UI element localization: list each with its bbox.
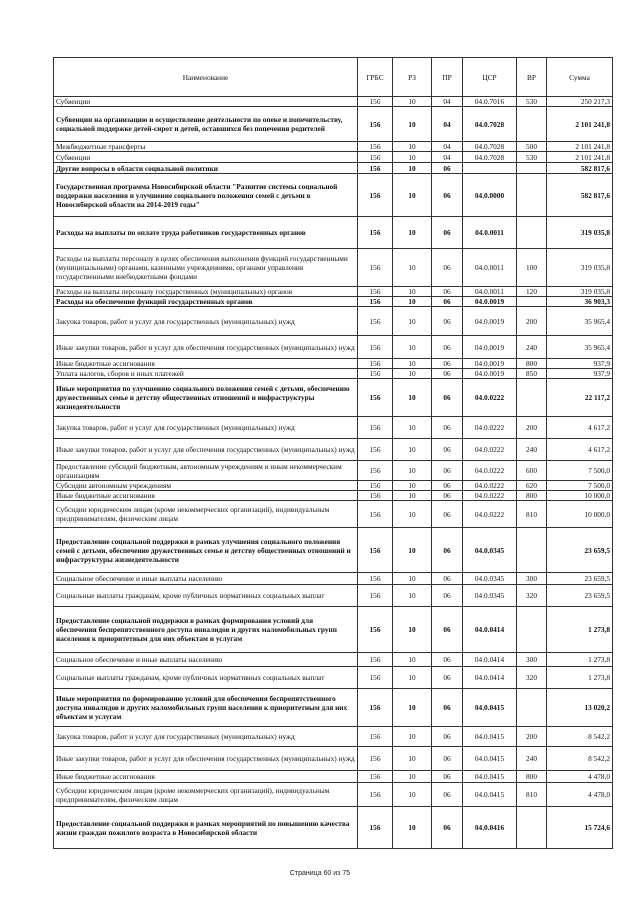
row-vr: 800	[517, 771, 547, 783]
row-pr: 06	[432, 807, 463, 849]
row-grbs: 156	[358, 573, 393, 585]
row-pr: 06	[432, 528, 463, 573]
row-sum: 13 020,2	[547, 689, 613, 727]
row-pr: 06	[432, 667, 463, 689]
row-rz: 10	[393, 771, 432, 783]
row-csr: 04.0.0000	[463, 174, 517, 217]
row-grbs: 156	[358, 152, 393, 163]
row-grbs: 156	[358, 217, 393, 249]
row-grbs: 156	[358, 771, 393, 783]
row-grbs: 156	[358, 439, 393, 461]
row-sum: 4 617,2	[547, 417, 613, 439]
row-name: Предоставление социальной поддержки в рамках улучшения социального положения семей с детьми, обеспечение дружественных семье и детству общественных отношений и инфраструктуры жизнедеятельности	[54, 528, 358, 573]
row-sum: 15 724,6	[547, 807, 613, 849]
row-name: Предоставление социальной поддержки в рамках формирования условий для обеспечения беспрепятственного доступа инвалидов и других маломобильных групп населения к приоритетным для них объектам и услугам	[54, 607, 358, 653]
table-row	[54, 359, 613, 369]
row-sum: 8 542,2	[547, 727, 613, 747]
header-grbs: ГРБС	[358, 58, 393, 97]
row-sum: 582 817,6	[547, 174, 613, 217]
row-rz: 10	[393, 97, 432, 107]
row-rz: 10	[393, 501, 432, 528]
row-rz: 10	[393, 573, 432, 585]
row-sum: 582 817,6	[547, 163, 613, 174]
row-grbs: 156	[358, 783, 393, 807]
row-grbs: 156	[358, 142, 393, 152]
row-vr: 320	[517, 585, 547, 607]
row-rz: 10	[393, 174, 432, 217]
header-csr: ЦСР	[463, 58, 517, 97]
row-rz: 10	[393, 491, 432, 501]
row-sum: 35 965,4	[547, 336, 613, 359]
row-pr: 06	[432, 174, 463, 217]
row-rz: 10	[393, 747, 432, 771]
row-vr: 810	[517, 501, 547, 528]
row-csr: 04.0.7028	[463, 152, 517, 163]
row-rz: 10	[393, 607, 432, 653]
table-row	[54, 667, 613, 689]
row-csr: 04.0.0414	[463, 607, 517, 653]
row-csr: 04.0.0345	[463, 585, 517, 607]
row-pr: 06	[432, 163, 463, 174]
row-csr: 04.0.0415	[463, 783, 517, 807]
row-vr: 620	[517, 481, 547, 491]
row-grbs: 156	[358, 97, 393, 107]
row-csr: 04.0.0345	[463, 528, 517, 573]
row-csr: 04.0.0011	[463, 249, 517, 287]
row-rz: 10	[393, 667, 432, 689]
row-name: Закупка товаров, работ и услуг для государственных (муниципальных) нужд	[54, 307, 358, 336]
row-vr: 240	[517, 439, 547, 461]
row-rz: 10	[393, 163, 432, 174]
table-row	[54, 807, 613, 849]
row-grbs: 156	[358, 689, 393, 727]
row-csr: 04.0.0222	[463, 491, 517, 501]
row-name: Субвенции	[54, 97, 358, 107]
row-grbs: 156	[358, 379, 393, 417]
table-row	[54, 336, 613, 359]
row-pr: 06	[432, 307, 463, 336]
row-rz: 10	[393, 585, 432, 607]
row-vr: 300	[517, 653, 547, 667]
header-pr: ПР	[432, 58, 463, 97]
row-csr: 04.0.0222	[463, 379, 517, 417]
row-pr: 06	[432, 369, 463, 379]
table-row	[54, 297, 613, 307]
table-row	[54, 653, 613, 667]
row-sum: 2 101 241,8	[547, 152, 613, 163]
row-csr: 04.0.0415	[463, 689, 517, 727]
row-sum: 250 217,3	[547, 97, 613, 107]
row-name: Иные бюджетные ассигнования	[54, 491, 358, 501]
row-vr: 240	[517, 747, 547, 771]
row-csr: 04.0.0019	[463, 307, 517, 336]
table-row	[54, 771, 613, 783]
row-pr: 06	[432, 573, 463, 585]
row-pr: 06	[432, 607, 463, 653]
row-rz: 10	[393, 653, 432, 667]
row-csr	[463, 163, 517, 174]
row-sum: 8 542,2	[547, 747, 613, 771]
row-grbs: 156	[358, 727, 393, 747]
row-vr	[517, 379, 547, 417]
row-sum: 36 903,3	[547, 297, 613, 307]
row-grbs: 156	[358, 585, 393, 607]
row-name: Иные мероприятия по формированию условий для обеспечения беспрепятственного доступа инвалидов и других маломобильных групп населения к приоритетным для них объектам и услугам	[54, 689, 358, 727]
row-sum: 319 035,8	[547, 217, 613, 249]
row-grbs: 156	[358, 417, 393, 439]
row-rz: 10	[393, 297, 432, 307]
row-csr: 04.0.0414	[463, 667, 517, 689]
row-csr: 04.0.0019	[463, 359, 517, 369]
table-header-row	[54, 58, 613, 97]
row-sum: 4 478,0	[547, 783, 613, 807]
row-csr: 04.0.0011	[463, 217, 517, 249]
row-grbs: 156	[358, 501, 393, 528]
row-rz: 10	[393, 307, 432, 336]
row-vr	[517, 607, 547, 653]
table-row	[54, 607, 613, 653]
row-csr: 04.0.0222	[463, 481, 517, 491]
row-csr: 04.0.0345	[463, 573, 517, 585]
row-rz: 10	[393, 359, 432, 369]
row-rz: 10	[393, 417, 432, 439]
row-csr: 04.0.7016	[463, 97, 517, 107]
row-vr: 200	[517, 417, 547, 439]
row-grbs: 156	[358, 667, 393, 689]
row-sum: 23 659,5	[547, 528, 613, 573]
row-csr: 04.0.0222	[463, 461, 517, 481]
row-rz: 10	[393, 528, 432, 573]
row-vr: 530	[517, 152, 547, 163]
row-name: Предоставление социальной поддержки в рамках мероприятий по повышению качества жизни граждан пожилого возраста в Новосибирской области	[54, 807, 358, 849]
row-pr: 06	[432, 359, 463, 369]
row-name: Расходы на выплаты персоналу государственных (муниципальных) органов	[54, 287, 358, 297]
row-name: Иные закупки товаров, работ и услуг для обеспечения государственных (муниципальных) нужд	[54, 439, 358, 461]
row-rz: 10	[393, 152, 432, 163]
row-name: Уплата налогов, сборов и иных платежей	[54, 369, 358, 379]
table-row	[54, 573, 613, 585]
row-csr: 04.0.0414	[463, 653, 517, 667]
row-pr: 06	[432, 783, 463, 807]
row-sum: 1 273,8	[547, 667, 613, 689]
row-pr: 06	[432, 689, 463, 727]
row-vr: 200	[517, 307, 547, 336]
row-grbs: 156	[358, 107, 393, 142]
table-row	[54, 307, 613, 336]
row-rz: 10	[393, 369, 432, 379]
row-sum: 4 478,0	[547, 771, 613, 783]
row-rz: 10	[393, 287, 432, 297]
table-row	[54, 481, 613, 491]
table-row	[54, 163, 613, 174]
table-row	[54, 369, 613, 379]
row-grbs: 156	[358, 163, 393, 174]
row-rz: 10	[393, 481, 432, 491]
table-row	[54, 174, 613, 217]
header-rz: РЗ	[393, 58, 432, 97]
row-pr: 04	[432, 152, 463, 163]
row-name: Субсидии юридическим лицам (кроме некоммерческих организаций), индивидуальным предпринимателям, физическим лицам	[54, 783, 358, 807]
row-pr: 06	[432, 653, 463, 667]
row-grbs: 156	[358, 336, 393, 359]
table-row	[54, 417, 613, 439]
row-csr: 04.0.7028	[463, 142, 517, 152]
row-name: Иные закупки товаров, работ и услуг для обеспечения государственных (муниципальных) нужд	[54, 336, 358, 359]
row-grbs: 156	[358, 287, 393, 297]
row-csr: 04.0.0019	[463, 369, 517, 379]
row-sum: 4 617,2	[547, 439, 613, 461]
row-name: Закупка товаров, работ и услуг для государственных (муниципальных) нужд	[54, 727, 358, 747]
row-rz: 10	[393, 336, 432, 359]
row-grbs: 156	[358, 528, 393, 573]
row-pr: 06	[432, 461, 463, 481]
row-vr: 800	[517, 359, 547, 369]
row-vr	[517, 528, 547, 573]
table-row	[54, 528, 613, 573]
row-vr: 320	[517, 667, 547, 689]
row-vr: 800	[517, 491, 547, 501]
row-csr: 04.0.0011	[463, 287, 517, 297]
table-row	[54, 491, 613, 501]
table-row	[54, 585, 613, 607]
row-rz: 10	[393, 142, 432, 152]
row-name: Иные бюджетные ассигнования	[54, 771, 358, 783]
row-name: Расходы на обеспечение функций государственных органов	[54, 297, 358, 307]
page-number: Страница 60 из 75	[289, 870, 351, 877]
row-pr: 06	[432, 481, 463, 491]
row-rz: 10	[393, 727, 432, 747]
row-rz: 10	[393, 249, 432, 287]
row-name: Субсидии юридическим лицам (кроме некоммерческих организаций), индивидуальным предпринимателям, физическим лицам	[54, 501, 358, 528]
row-pr: 06	[432, 585, 463, 607]
row-grbs: 156	[358, 297, 393, 307]
table-row	[54, 689, 613, 727]
row-vr: 300	[517, 573, 547, 585]
budget-table	[53, 57, 613, 849]
row-name: Социальные выплаты гражданам, кроме публичных нормативных социальных выплат	[54, 667, 358, 689]
row-grbs: 156	[358, 607, 393, 653]
row-csr: 04.0.0415	[463, 727, 517, 747]
row-pr: 06	[432, 297, 463, 307]
row-vr	[517, 107, 547, 142]
row-grbs: 156	[358, 249, 393, 287]
row-vr: 120	[517, 287, 547, 297]
row-grbs: 156	[358, 481, 393, 491]
row-pr: 06	[432, 747, 463, 771]
row-sum: 23 659,5	[547, 573, 613, 585]
row-grbs: 156	[358, 359, 393, 369]
table-row	[54, 287, 613, 297]
row-sum: 35 965,4	[547, 307, 613, 336]
row-grbs: 156	[358, 307, 393, 336]
table-row	[54, 727, 613, 747]
row-name: Межбюджетные трансферты	[54, 142, 358, 152]
row-name: Социальные выплаты гражданам, кроме публичных нормативных социальных выплат	[54, 585, 358, 607]
row-rz: 10	[393, 217, 432, 249]
row-pr: 06	[432, 379, 463, 417]
table-row	[54, 107, 613, 142]
row-pr: 06	[432, 727, 463, 747]
header-sum: Сумма	[547, 58, 613, 97]
row-vr: 850	[517, 369, 547, 379]
row-rz: 10	[393, 379, 432, 417]
row-sum: 1 273,8	[547, 653, 613, 667]
row-vr: 100	[517, 249, 547, 287]
row-vr: 240	[517, 336, 547, 359]
table-row	[54, 97, 613, 107]
row-sum: 10 000,0	[547, 491, 613, 501]
row-csr: 04.0.0019	[463, 336, 517, 359]
row-grbs: 156	[358, 653, 393, 667]
row-vr: 810	[517, 783, 547, 807]
row-pr: 06	[432, 501, 463, 528]
row-pr: 06	[432, 417, 463, 439]
row-name: Социальное обеспечение и иные выплаты населению	[54, 653, 358, 667]
row-pr: 04	[432, 107, 463, 142]
row-name: Иные закупки товаров, работ и услуг для обеспечения государственных (муниципальных) нужд	[54, 747, 358, 771]
row-pr: 06	[432, 249, 463, 287]
row-name: Субсидии автономным учреждениям	[54, 481, 358, 491]
row-vr: 530	[517, 97, 547, 107]
row-pr: 06	[432, 217, 463, 249]
row-vr	[517, 807, 547, 849]
row-csr: 04.0.0416	[463, 807, 517, 849]
row-sum: 1 273,8	[547, 607, 613, 653]
row-pr: 06	[432, 336, 463, 359]
table-row	[54, 783, 613, 807]
row-grbs: 156	[358, 369, 393, 379]
row-vr: 500	[517, 142, 547, 152]
row-pr: 04	[432, 142, 463, 152]
row-rz: 10	[393, 439, 432, 461]
row-name: Другие вопросы в области социальной политики	[54, 163, 358, 174]
row-name: Государственная программа Новосибирской области "Развитие системы социальной поддержки населения и улучшение социального положения семей с детьми в Новосибирской области на 2014-2019 годы"	[54, 174, 358, 217]
row-name: Расходы на выплаты персоналу в целях обеспечения выполнения функций государственными (муниципальными) органами, казенными учреждениями, органами управления государственными внебюджетными фондами	[54, 249, 358, 287]
row-sum: 319 035,8	[547, 249, 613, 287]
row-pr: 06	[432, 287, 463, 297]
row-rz: 10	[393, 807, 432, 849]
row-grbs: 156	[358, 174, 393, 217]
row-csr: 04.0.0222	[463, 501, 517, 528]
row-name: Расходы на выплаты по оплате труда работников государственных органов	[54, 217, 358, 249]
row-vr: 200	[517, 727, 547, 747]
row-vr: 600	[517, 461, 547, 481]
row-grbs: 156	[358, 461, 393, 481]
row-name: Социальное обеспечение и иные выплаты населению	[54, 573, 358, 585]
row-sum: 10 000,0	[547, 501, 613, 528]
row-sum: 23 659,5	[547, 585, 613, 607]
header-name: Наименование	[54, 58, 358, 97]
row-csr: 04.0.0222	[463, 439, 517, 461]
table-row	[54, 501, 613, 528]
row-csr: 04.0.0019	[463, 297, 517, 307]
row-sum: 7 500,0	[547, 461, 613, 481]
table-row	[54, 142, 613, 152]
row-vr	[517, 174, 547, 217]
row-grbs: 156	[358, 491, 393, 501]
row-csr: 04.0.0222	[463, 417, 517, 439]
table-row	[54, 379, 613, 417]
row-csr: 04.0.0415	[463, 747, 517, 771]
row-name: Иные бюджетные ассигнования	[54, 359, 358, 369]
row-name: Субвенции на организацию и осуществление деятельности по опеке и попечительству, социальной поддержке детей-сирот и детей, оставшихся без попечения родителей	[54, 107, 358, 142]
row-csr: 04.0.0415	[463, 771, 517, 783]
row-rz: 10	[393, 689, 432, 727]
row-sum: 319 035,8	[547, 287, 613, 297]
row-sum: 937,9	[547, 369, 613, 379]
row-sum: 2 101 241,8	[547, 142, 613, 152]
row-pr: 06	[432, 771, 463, 783]
table-row	[54, 439, 613, 461]
row-vr	[517, 163, 547, 174]
row-sum: 22 117,2	[547, 379, 613, 417]
table-row	[54, 249, 613, 287]
header-vr: ВР	[517, 58, 547, 97]
row-vr	[517, 217, 547, 249]
row-name: Закупка товаров, работ и услуг для государственных (муниципальных) нужд	[54, 417, 358, 439]
row-rz: 10	[393, 783, 432, 807]
row-pr: 06	[432, 439, 463, 461]
table-row	[54, 217, 613, 249]
row-name: Иные мероприятия по улучшению социального положения семей с детьми, обеспечению дружественных семье и детству общественных отношений и инфраструктуры жизнедеятельности	[54, 379, 358, 417]
row-vr	[517, 689, 547, 727]
row-rz: 10	[393, 107, 432, 142]
table-row	[54, 747, 613, 771]
row-pr: 04	[432, 97, 463, 107]
row-grbs: 156	[358, 807, 393, 849]
row-sum: 937,9	[547, 359, 613, 369]
row-csr: 04.0.7028	[463, 107, 517, 142]
row-rz: 10	[393, 461, 432, 481]
row-vr	[517, 297, 547, 307]
row-sum: 7 500,0	[547, 481, 613, 491]
row-sum: 2 101 241,8	[547, 107, 613, 142]
table-row	[54, 461, 613, 481]
table-row	[54, 152, 613, 163]
row-grbs: 156	[358, 747, 393, 771]
row-name: Субвенции	[54, 152, 358, 163]
row-pr: 06	[432, 491, 463, 501]
row-name: Предоставление субсидий бюджетным, автономным учреждениям и иным некоммерческим организациям	[54, 461, 358, 481]
